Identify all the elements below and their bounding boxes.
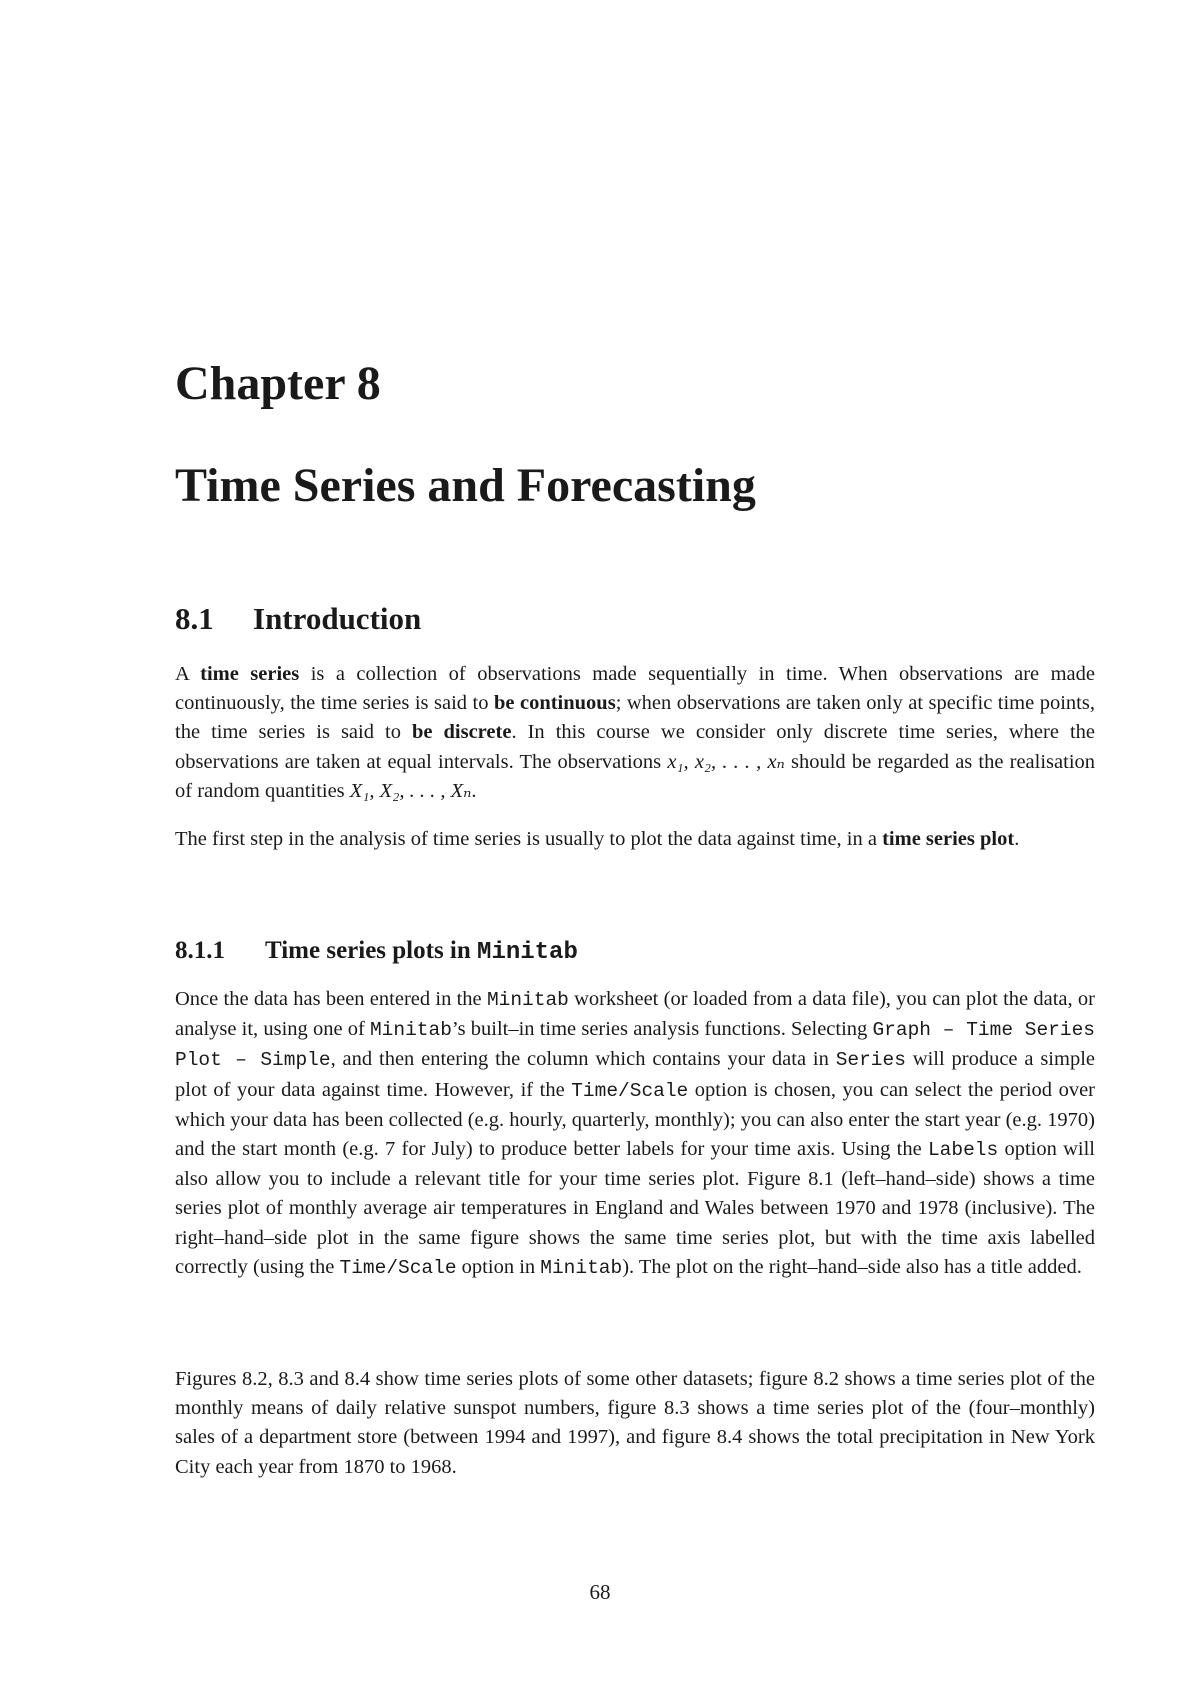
code-menu-path: Graph – Time Series Plot – Simple [175,1019,1095,1072]
section-number: 8.1 [175,601,214,636]
figures-paragraph: Figures 8.2, 8.3 and 8.4 show time series plots of some other datasets; figure 8.2 shows a time series plot of the monthly means of daily relative sunspot numbers, figure 8.3 shows a time series plot of the (four–monthly) sales of a department store (between 1994 and 1997), and figure 8.4 shows the total precipitation in New York City each year from 1870 to 1968. [175,1368,1095,1478]
code-minitab: Minitab [540,1256,623,1279]
text-run: option will also allow you to include a relevant title for your time series plot. Figure 8.1 (left–hand–side) shows a time series plot of monthly average air temperatures in England and Wales between 1970 and 1978 (inclusive). The right–hand–side plot in the same figure shows the same time series plot, but with the time axis labelled correctly (using the [175,1138,1095,1278]
text-run: option in [456,1255,541,1278]
text-run: ; when observations are taken only at specific time points, the time series is said to [175,692,1095,744]
term-time-series: time series [200,663,300,685]
text-run: Once the data has been entered in the [175,988,487,1010]
text-run: , and then entering the column which contains your data in [330,1048,836,1071]
page-number: 68 [589,1580,611,1604]
subsection-code: Minitab [477,939,578,966]
text-run: . In this course we consider only discrete time series, where the observations are taken at equal intervals. The observations [175,721,1095,773]
code-series: Series [835,1049,906,1072]
term-discrete: be discrete [411,721,512,744]
code-labels: Labels [927,1139,999,1162]
section-heading [175,603,421,634]
chapter-title: Time Series and Forecasting [175,459,756,512]
text-run: option is chosen, you can select the period over which your data has been collected (e.g. hourly, quarterly, monthly); you can also enter the start year (e.g. 1970) and the start month (e.g. 7 for July) to produce better labels for your time axis. Using the [175,1078,1095,1161]
term-time-series-plot: time series plot [882,828,1015,850]
text-run: . [471,779,477,802]
text-run: should be regarded as the realisation of random quantities [175,750,1096,802]
code-minitab: Minitab [486,989,569,1011]
plot-paragraph [175,825,1095,854]
code-time-scale: Time/Scale [571,1079,689,1102]
text-run: ’s built–in time series analysis functions. Selecting [451,1018,873,1041]
text-run: A [175,663,201,685]
text-run: worksheet (or loaded from a data file), you can plot the data, or analyse it, using one of [175,988,1095,1041]
subsection-heading [175,938,578,965]
chapter-label: Chapter 8 [175,357,381,410]
subsection-number: 8.1.1 [175,937,225,964]
text-run: ). The plot on the right–hand–side also has a title added. [622,1255,1082,1278]
code-time-scale: Time/Scale [339,1256,457,1279]
subsection-title: Time series plots in [265,937,478,964]
code-minitab: Minitab [369,1019,452,1042]
term-continuous: be continuous [493,692,616,715]
intro-paragraph [175,660,1095,806]
text-run: is a collection of observations made sequentially in time. When observations are made continuously, the time series is said to [175,663,1095,715]
text-run: The first step in the analysis of time series is usually to plot the data against time, in a [175,828,883,850]
text-run: . [1014,828,1020,850]
math-random-quantities: X₁, X₂, . . . , Xₙ [349,779,472,802]
text-run: will produce a simple plot of your data against time. However, if the [175,1048,1095,1101]
section-title: Introduction [253,601,422,636]
math-observations: x₁, x₂, . . . , xₙ [667,750,785,773]
minitab-paragraph [175,985,1095,1283]
